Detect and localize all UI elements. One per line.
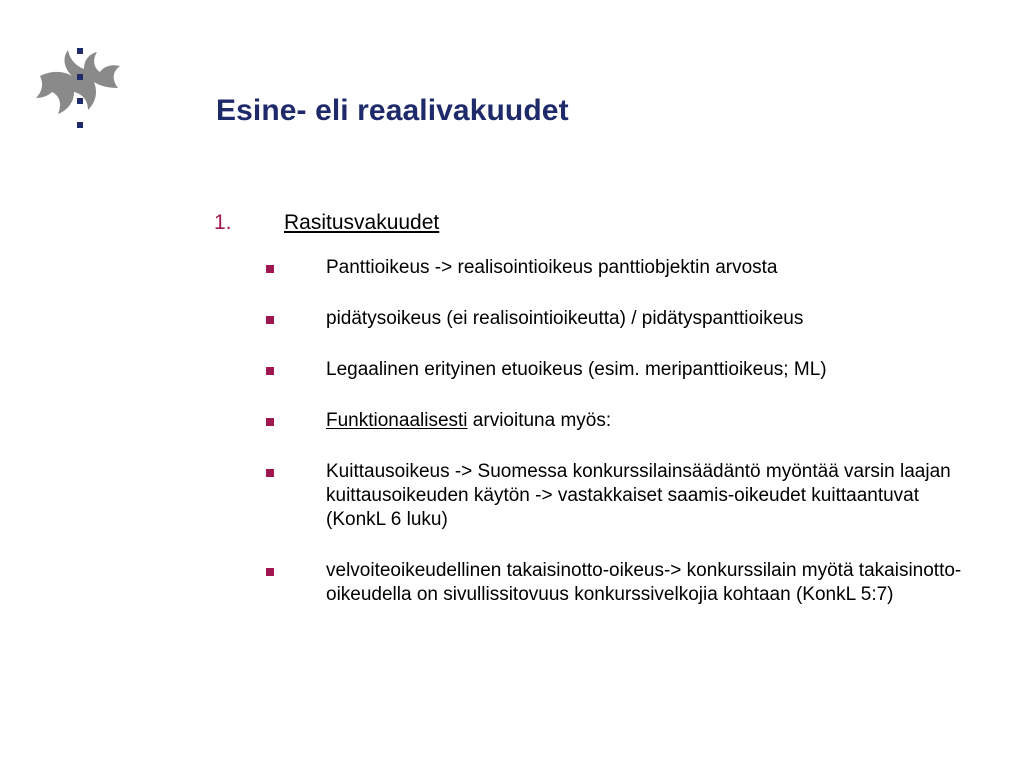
- section-rasitusvakuudet: [214, 208, 974, 634]
- bullet-text: Kuittausoikeus -> Suomessa konkurssilainsäädäntö myöntää varsin laajan kuittausoikeuden käytön -> vastakkaiset saamis-oikeudet kuittaantuvat (KonkL 6 luku): [326, 461, 951, 530]
- bullet-item: [266, 460, 974, 532]
- square-bullet-icon: [266, 418, 274, 426]
- university-logo-icon: [34, 44, 126, 136]
- bullet-item: [266, 409, 974, 433]
- bullet-text: pidätysoikeus (ei realisointioikeutta) / pidätyspanttioikeus: [326, 308, 804, 329]
- square-bullet-icon: [266, 265, 274, 273]
- bullet-text: Legaalinen erityinen etuoikeus (esim. meripanttioikeus; ML): [326, 359, 827, 380]
- bullet-text: Panttioikeus -> realisointioikeus panttiobjektin arvosta: [326, 257, 778, 278]
- section-title: Rasitusvakuudet: [284, 211, 440, 234]
- square-bullet-icon: [266, 316, 274, 324]
- bullet-item: [266, 256, 974, 280]
- square-bullet-icon: [266, 568, 274, 576]
- square-bullet-icon: [266, 367, 274, 375]
- bullet-text-rest: arvioituna myös:: [467, 410, 612, 431]
- section-number: 1.: [214, 211, 232, 234]
- bullet-item: [266, 307, 974, 331]
- section-heading: [214, 208, 974, 238]
- flame-logo-graphic: [34, 44, 126, 136]
- bullet-list: [266, 256, 974, 607]
- bullet-text: [326, 409, 966, 433]
- bullet-text: velvoiteoikeudellinen takaisinotto-oikeus-> konkurssilain myötä takaisinotto-oikeudella on sivullissitovuus konkurssivelkojia kohtaan (KonkL 5:7): [326, 560, 962, 605]
- bullet-item: [266, 559, 974, 607]
- underlined-term: Funktionaalisesti: [326, 410, 468, 431]
- square-bullet-icon: [266, 469, 274, 477]
- bullet-item: [266, 358, 974, 382]
- slide-title: Esine- eli reaalivakuudet: [216, 94, 569, 127]
